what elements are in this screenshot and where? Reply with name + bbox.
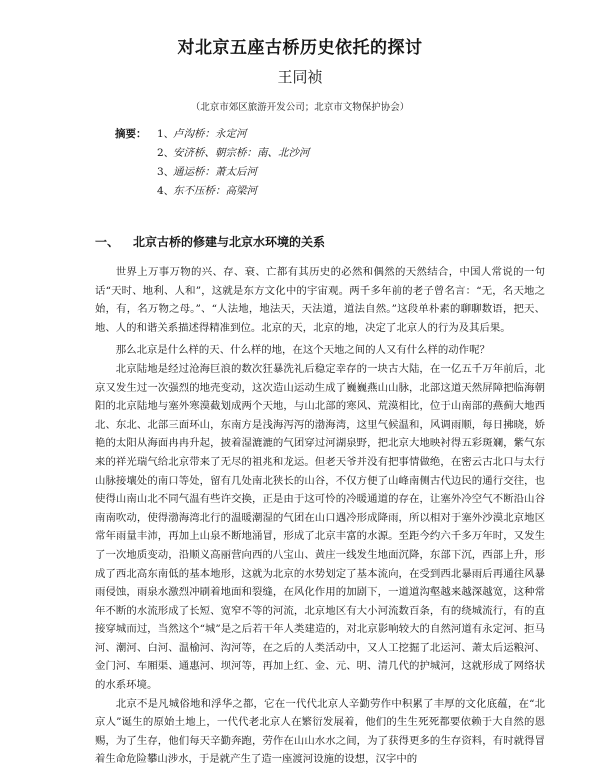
- abstract-item-number: 3、: [157, 166, 175, 178]
- abstract-item-number: 1、: [157, 128, 175, 140]
- abstract-item-text: 通运桥：萧太后河: [173, 166, 257, 178]
- abstract-item-text: 东不压桥：高梁河: [173, 185, 257, 197]
- abstract-item: [115, 182, 535, 201]
- abstract-item: [115, 163, 535, 182]
- abstract-item-number: 4、: [157, 185, 175, 197]
- paragraph: 北京陆地是经过沧海巨浪的数次狂暴洗礼后稳定幸存的一块古大陆，在一亿五千万年前后，北京又发生过一次强烈的地壳变动，这次造山运动生成了巍巍燕山山脉，北部这道天然屏障把临海朝阳的北京陆地与塞外寒漠截划成两个天地，与山北部的寒风、荒漠相比，位于山南部的燕蓟大地西北、东北、北部三面环山，东南方是浅海泻泻的渤海湾，这里气候温和，风调雨顺，每日拂晓，娇艳的太阳从海面冉冉升起，披着湿漉漉的气团穿过河湖泉野，把北京大地映衬得五彩斑斓，紫气东来的祥光瑞气给北京带来了无尽的祖兆和龙运。但老天爷并没有把事情做绝，在密云古北口与太行山脉接壤处的南口等处，留有几处南北狭长的山谷，不仅方便了山峰南侧古代边民的通行交往，也使得山南山北不同气温有些许交换，正是由于这可怜的冷暖通道的存在，让塞外冷空气不断沿山谷南南吹动，使得渤海湾北行的温暖潮湿的气团在山口遇冷形成降雨，所以相对于塞外沙漠北京地区常年雨量丰沛，再加上山泉不断地涌冒，形成了北京丰富的水源。至距今约六千多万年时，又发生了一次地质变动，沿顺义高丽营向西的八宝山、黄庄一线发生地面沉降，东部下沉，西部上升，形成了西北高东南低的基本地形，这就为北京的水势划定了基本流向，在受到西北暴雨后再通往风暴雨侵蚀，雨泉水激烈冲刷着地面和裂缝，在风化作用的加剧下，一道道沟壑越来越深越宽，这种常年不断的水流形成了长短、宽窄不等的河流，北京地区有大小河流数百条，有的绕城流行，有的直接穿城而过，当然这个“城”是之后若干年人类建造的，对北京影响较大的自然河道有永定河、拒马河、潮河、白河、温榆河、沟河等，在之后的人类活动中，又人工挖掘了北运河、萧太后运粮河、金门河、车厢渠、通惠河、坝河等，再加上红、金、元、明、清几代的护城河，这就形成了网络状的水系环境。: [95, 362, 545, 692]
- abstract-item-text: 卢沟桥：永定河: [173, 128, 247, 140]
- paragraph: 世界上万事万物的兴、存、衰、亡都有其历史的必然和偶然的天然结合，中国人常说的一句话“天时、地利、人和”，这就是东方文化中的宇宙观。两千多年前的老子曾名言：“无，名天地之始，有，名万物之母。”、“人法地，地法天，天法道，道法自然。”这段单朴素的聊聊数语，把天、地、人的和谐关系描述得精准到位。北京的天，北京的地，决定了北京人的行为及其后果。: [95, 266, 545, 334]
- abstract-item: [115, 144, 535, 163]
- paragraph: 北京不是凡城俗地和浮华之都，它在一代代北京人辛勤劳作中积累了丰厚的文化底蕴，在“北京人”诞生的原始土地上，一代代老北京人在繁衍发展着，他们的生生死死都要依赖于大自然的恩赐，为了生存，他们每天辛勤奔跑，劳作在山山水水之间，为了获得更多的生存资料，有时就得冒着生命危险攀山涉水，于是就产生了造一座渡河设施的设想，汉字中的: [95, 697, 545, 766]
- abstract-block: [115, 125, 535, 201]
- abstract-item-text: 安济桥、朝宗桥：南、北沙河: [173, 147, 310, 159]
- abstract-item-number: 2、: [157, 147, 175, 159]
- section-heading: [95, 233, 545, 250]
- abstract-item: [115, 125, 535, 144]
- author-affiliation: （北京市郊区旅游开发公司；北京市文物保护协会）: [190, 102, 410, 113]
- author-name: 王同祯: [277, 68, 323, 86]
- section-number: 一、: [95, 235, 120, 249]
- body-text: [95, 263, 545, 769]
- paragraph: 那么北京是什么样的天、什么样的地，在这个天地之间的人又有什么样的动作呢？: [115, 344, 490, 357]
- abstract-label: 摘要：: [115, 128, 147, 140]
- section-title: 北京古桥的修建与北京水环境的关系: [133, 235, 326, 249]
- document-title: 对北京五座古桥历史依托的探讨: [177, 38, 423, 58]
